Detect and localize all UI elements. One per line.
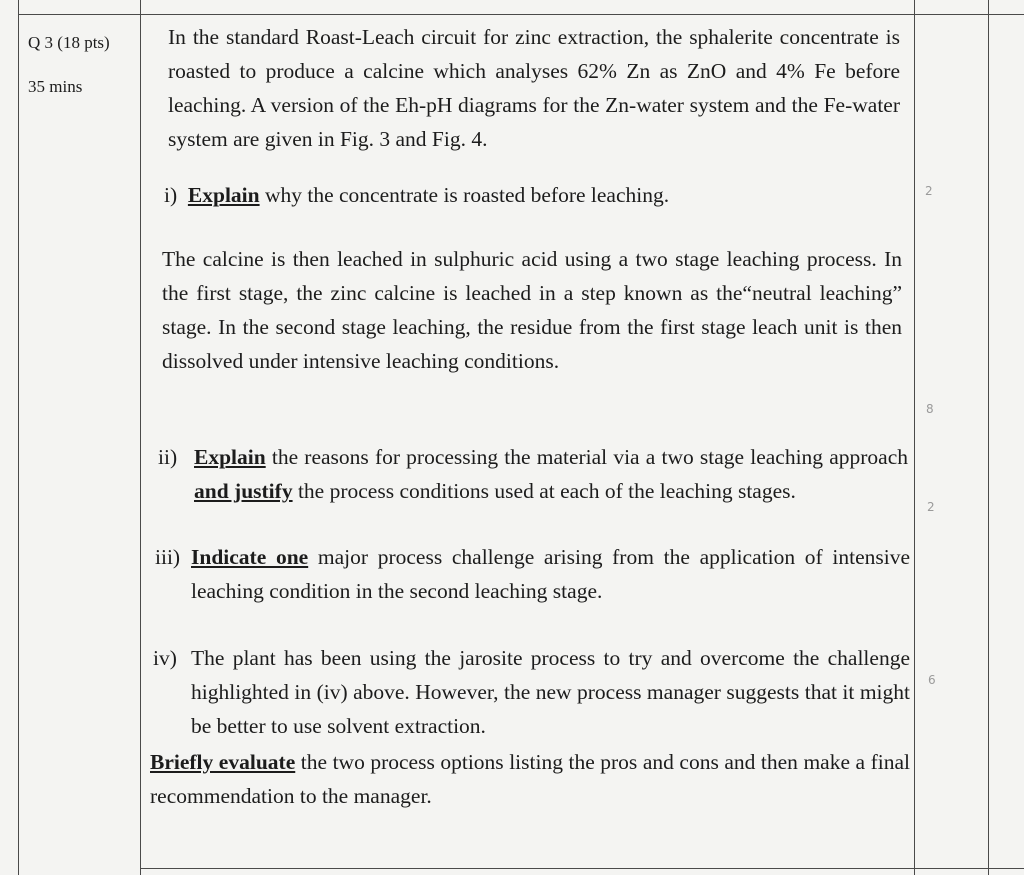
part-iii-text: major process challenge arising from the application of intensive leaching condition in the second leaching stage. <box>191 545 910 603</box>
part-iii-number: iii) <box>155 545 181 569</box>
part-iv-evaluate <box>150 745 910 813</box>
marks-part-iv: 6 <box>928 673 936 687</box>
part-iii <box>155 540 910 608</box>
leaching-description: The calcine is then leached in sulphuric acid using a two stage leaching process. In the first stage, the zinc calcine is leached in a step known as the“neutral leaching” stage. In the second stage leaching, the residue from the first stage leach unit is then dissolved under intensive leaching conditions. <box>162 247 902 373</box>
part-iv-text: The plant has been using the jarosite process to try and overcome the challenge highlighted in (iv) above. However, the new process manager suggests that it might be better to use solvent extraction. <box>191 646 910 738</box>
part-i-number: i) <box>164 183 178 207</box>
marks-part-i: 2 <box>925 184 933 198</box>
part-iv-number: iv) <box>153 646 177 670</box>
table-top-border <box>18 14 1024 15</box>
part-ii-text-rest: the process conditions used at each of the leaching stages. <box>292 479 796 503</box>
part-i <box>164 178 904 212</box>
marks-part-ii: 8 <box>926 402 934 416</box>
table-left-border <box>18 0 19 875</box>
part-i-text: why the concentrate is roasted before leaching. <box>259 183 670 207</box>
table-bottom-border <box>140 868 1024 869</box>
part-iv <box>153 641 910 743</box>
table-column-divider <box>140 0 141 875</box>
part-ii <box>158 440 908 508</box>
marks-column-divider <box>914 0 915 875</box>
part-ii-keyword-justify: and justify <box>194 479 293 503</box>
part-ii-number: ii) <box>158 445 178 469</box>
part-iv-keyword: Briefly evaluate <box>150 750 296 774</box>
part-iv-evaluate-text: the two process options listing the pros and cons and then make a final recommendation to the manager. <box>150 750 911 808</box>
marks-part-iii: 2 <box>927 500 935 514</box>
question-number-points: Q 3 (18 pts) <box>28 33 110 52</box>
question-intro: In the standard Roast-Leach circuit for zinc extraction, the sphalerite concentrate is roasted to produce a calcine which analyses 62% Zn as ZnO and 4% Fe before leaching. A version of the Eh-pH diagrams for the Zn-water system and the Fe-water system are given in Fig. 3 and Fig. 4. <box>168 25 900 151</box>
table-right-border <box>988 0 989 875</box>
part-ii-keyword-explain: Explain <box>194 445 266 469</box>
part-iii-keyword: Indicate one <box>191 545 309 569</box>
part-i-keyword: Explain <box>187 183 260 207</box>
question-time: 35 mins <box>28 77 83 96</box>
part-ii-text-middle: the reasons for processing the material via a two stage leaching approach <box>265 445 908 469</box>
